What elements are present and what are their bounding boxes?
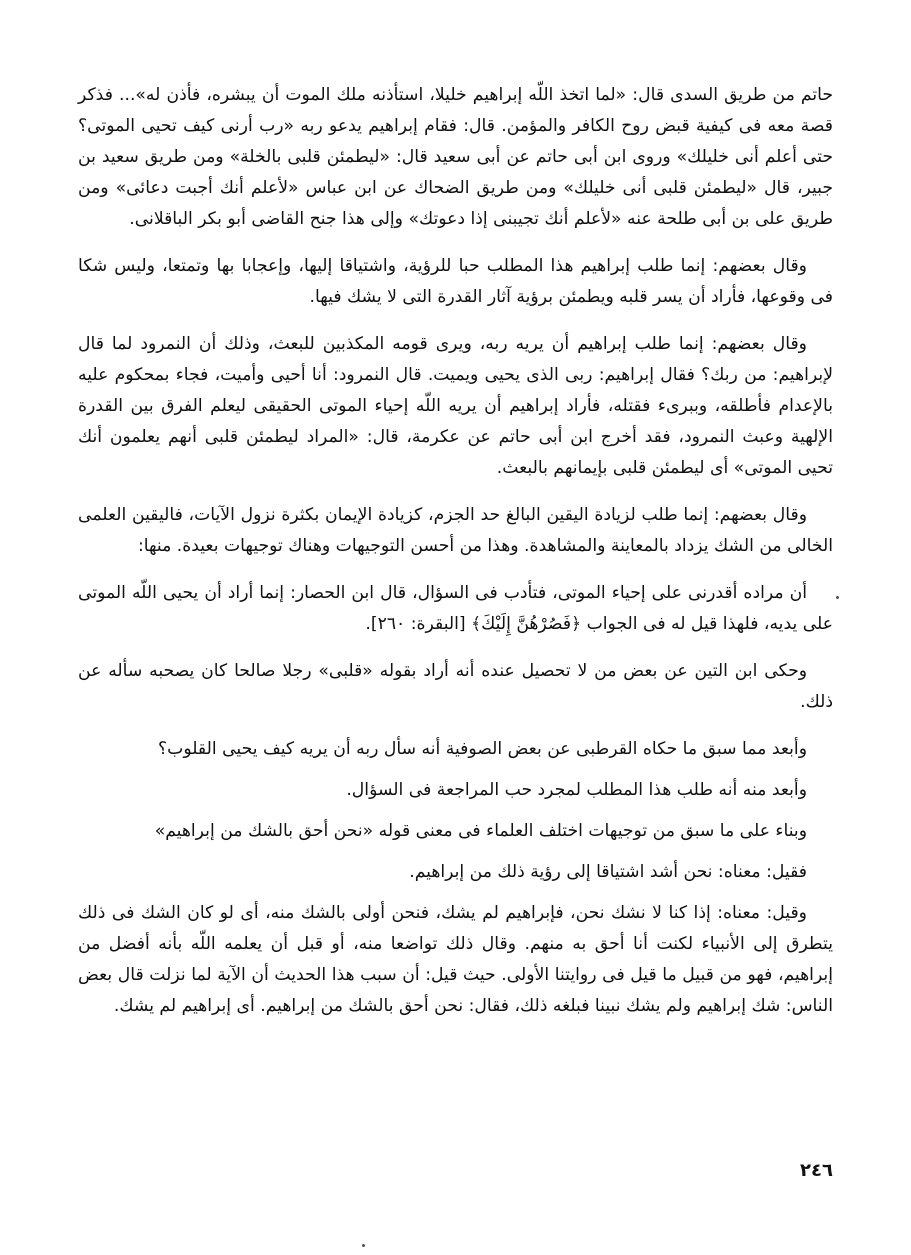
scan-speck <box>836 596 839 599</box>
paragraph-3: وقال بعضهم: إنما طلب إبراهيم أن يريه ربه، ويرى قومه المكذبين للبعث، وذلك أن النمرود لما قال لإبراهيم: من ربك؟ فقال إبراهيم: ربى الذى يحيى ويميت. قال النمرود: أنا أحيى وأميت، فجاء بمحكوم عليه بالإعدام فأطلقه، وببرىء فقتله، فأراد إبراهيم أن يريه اللّه إحياء الموتى الحقيقى ليعلم الفرق بين القدرة الإلهية وعبث النمرود، فقد أخرج ابن أبى حاتم عن عكرمة، قال: «المراد ليطمئن قلبى أنهم يعلمون أنك تحيى الموتى» أى ليطمئن قلبى بإيمانهم بالبعث. <box>78 334 833 478</box>
paragraph-9: وبناء على ما سبق من توجيهات اختلف العلماء فى معنى قوله «نحن أحق بالشك من إبراهيم» <box>154 821 807 841</box>
paragraph-4: وقال بعضهم: إنما طلب لزيادة اليقين البالغ حد الجزم، كزيادة الإيمان بكثرة نزول الآيات، فاليقين العلمى الخالى من الشك يزداد بالمعاينة والمشاهدة. وهذا من أحسن التوجيهات وهناك توجيهات بعيدة. منها: <box>78 505 833 556</box>
paragraph-5: أن مراده أقدرنى على إحياء الموتى، فتأدب فى السؤال، قال ابن الحصار: إنما أراد أن يحيى اللّه الموتى على يديه، فلهذا قيل له فى الجواب ﴿فَصُرْهُنَّ إِلَيْكَ﴾ [البقرة: ٢٦٠]. <box>78 583 833 634</box>
paragraph-7: وأبعد مما سبق ما حكاه القرطبى عن بعض الصوفية أنه سأل ربه أن يريه كيف يحيى القلوب؟ <box>158 739 807 759</box>
paragraph-6: وحكى ابن التين عن بعض من لا تحصيل عنده أنه أراد بقوله «قلبى» رجلا صالحا كان يصحبه سأله عن ذلك. <box>78 661 833 712</box>
paragraph-10: فقيل: معناه: نحن أشد اشتياقا إلى رؤية ذلك من إبراهيم. <box>409 862 807 882</box>
body-text <box>78 80 833 1038</box>
paragraph-2: وقال بعضهم: إنما طلب إبراهيم هذا المطلب حبا للرؤية، واشتياقا إليها، وإعجابا بها وتمتعا، وليس شكا فى وقوعها، فأراد أن يسر قلبه ويطمئن برؤية آثار القدرة التى لا يشك فيها. <box>78 256 833 307</box>
page-number: ٢٤٦ <box>800 1160 833 1181</box>
paragraph-1: حاتم من طريق السدى قال: «لما اتخذ اللّه إبراهيم خليلا، استأذنه ملك الموت أن يبشره، فأذن له»... فذكر قصة معه فى كيفية قبض روح الكافر والمؤمن. قال: فقام إبراهيم يدعو ربه «رب أرنى كيف تحيى الموتى؟ حتى أعلم أنى خليلك» وروى ابن أبى حاتم عن أبى سعيد قال: «ليطمئن قلبى بالخلة» ومن طريق سعيد بن جبير، قال «ليطمئن قلبى أنى خليلك» ومن طريق الضحاك عن ابن عباس «لأعلم أنك أجبت دعائى» ومن طريق على بن أبى طلحة عنه «لأعلم أنك تجيبنى إذا دعوتك» وإلى هذا جنح القاضى أبو بكر الباقلانى. <box>78 85 833 229</box>
paragraph-11: وقيل: معناه: إذا كنا لا نشك نحن، فإبراهيم لم يشك، فنحن أولى بالشك منه، أى لو كان الشك فى ذلك يتطرق إلى الأنبياء لكنت أنا أحق به منهم. وقال ذلك تواضعا منه، أو قبل أن يعلمه اللّه بأنه أفضل من إبراهيم، فهو من قبيل ما قيل فى روايتنا الأولى. حيث قيل: أن سبب هذا الحديث أن الآية لما نزلت قال بعض الناس: شك إبراهيم ولم يشك نبينا فبلغه ذلك، فقال: نحن أحق بالشك من إبراهيم. أى إبراهيم لم يشك. <box>78 903 833 1016</box>
scan-speck <box>362 1244 365 1247</box>
paragraph-8: وأبعد منه أنه طلب هذا المطلب لمجرد حب المراجعة فى السؤال. <box>346 780 807 800</box>
